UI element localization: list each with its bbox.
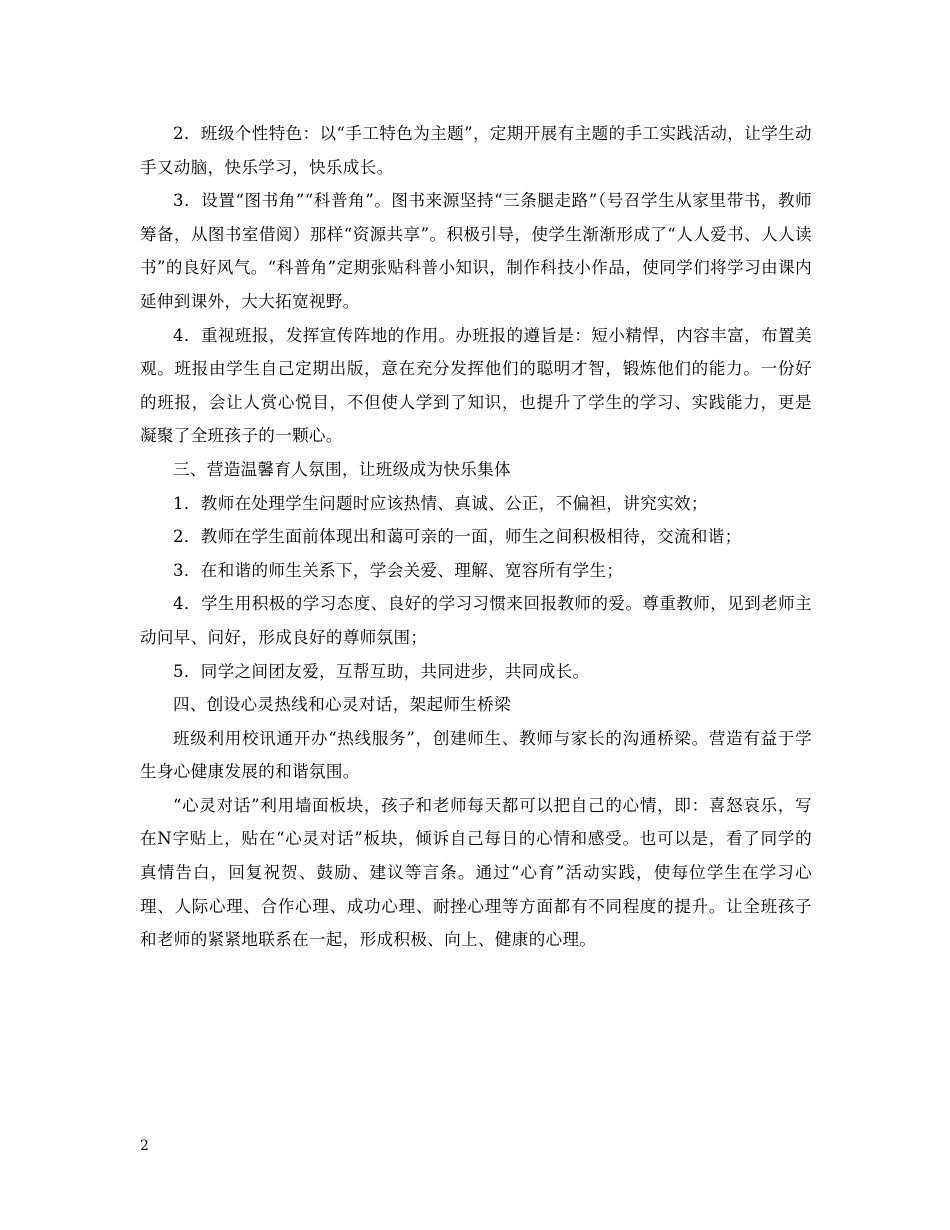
- section-heading-3: 三、营造温馨育人氛围，让班级成为快乐集体: [173, 459, 511, 479]
- paragraph-item-3: 3．在和谐的师生关系下，学会关爱、理解、宽容所有学生；: [173, 560, 624, 580]
- document-body: [140, 117, 812, 957]
- paragraph-class-newspaper: 4．重视班报，发挥宣传阵地的作用。办班报的遵旨是：短小精悍，内容丰富，布置美观。班报由学生自己定期出版，意在充分发挥他们的聪明才智，锻炼他们的能力。一份好的班报，会让人赏心悦目，不但使人学到了知识，也提升了学生的学习、实践能力，更是凝聚了全班孩子的一颗心。: [140, 325, 812, 446]
- paragraph-item-5: 5．同学之间团友爱，互帮互助，共同进步，共同成长。: [173, 661, 590, 681]
- paragraph-item-1: 1．教师在处理学生问题时应该热情、真诚、公正，不偏袒，讲究实效；: [173, 493, 708, 513]
- paragraph-item-4: 4．学生用积极的学习态度、良好的学习习惯来回报教师的爱。尊重教师，见到老师主动问早、问好，形成良好的尊师氛围；: [140, 594, 812, 647]
- section-heading-4: 四、创设心灵热线和心灵对话，架起师生桥梁: [173, 695, 511, 715]
- paragraph-item-2: 2．教师在学生面前体现出和蔼可亲的一面，师生之间积极相待，交流和谐；: [173, 527, 742, 547]
- paragraph-class-feature: 2．班级个性特色：以“手工特色为主题”，定期开展有主题的手工实践活动，让学生动手又动脑，快乐学习，快乐成长。: [140, 124, 812, 177]
- page-number: 2: [140, 1138, 149, 1154]
- paragraph-hotline: 班级利用校讯通开办“热线服务”，创建师生、教师与家长的沟通桥梁。营造有益于学生身心健康发展的和谐氛围。: [140, 728, 812, 782]
- paragraph-book-corner: 3．设置“图书角”“科普角”。图书来源坚持“三条腿走路”（号召学生从家里带书，教师筹备，从图书室借阅）那样“资源共享”。积极引导，使学生渐渐形成了“人人爱书、人人读书”的良好风气。“科普角”定期张贴科普小知识，制作科技小作品，使同学们将学习由课内延伸到课外，大大拓宽视野。: [140, 191, 812, 311]
- paragraph-heart-dialogue: “心灵对话”利用墙面板块，孩子和老师每天都可以把自己的心情，即：喜怒哀乐，写在N字贴上，贴在“心灵对话”板块，倾诉自己每日的心情和感受。也可以是，看了同学的真情告白，回复祝贺、鼓励、建议等言条。通过“心育”活动实践，使每位学生在学习心理、人际心理、合作心理、成功心理、耐挫心理等方面都有不同程度的提升。让全班孩子和老师的紧紧地联系在一起，形成积极、向上、健康的心理。: [140, 795, 812, 950]
